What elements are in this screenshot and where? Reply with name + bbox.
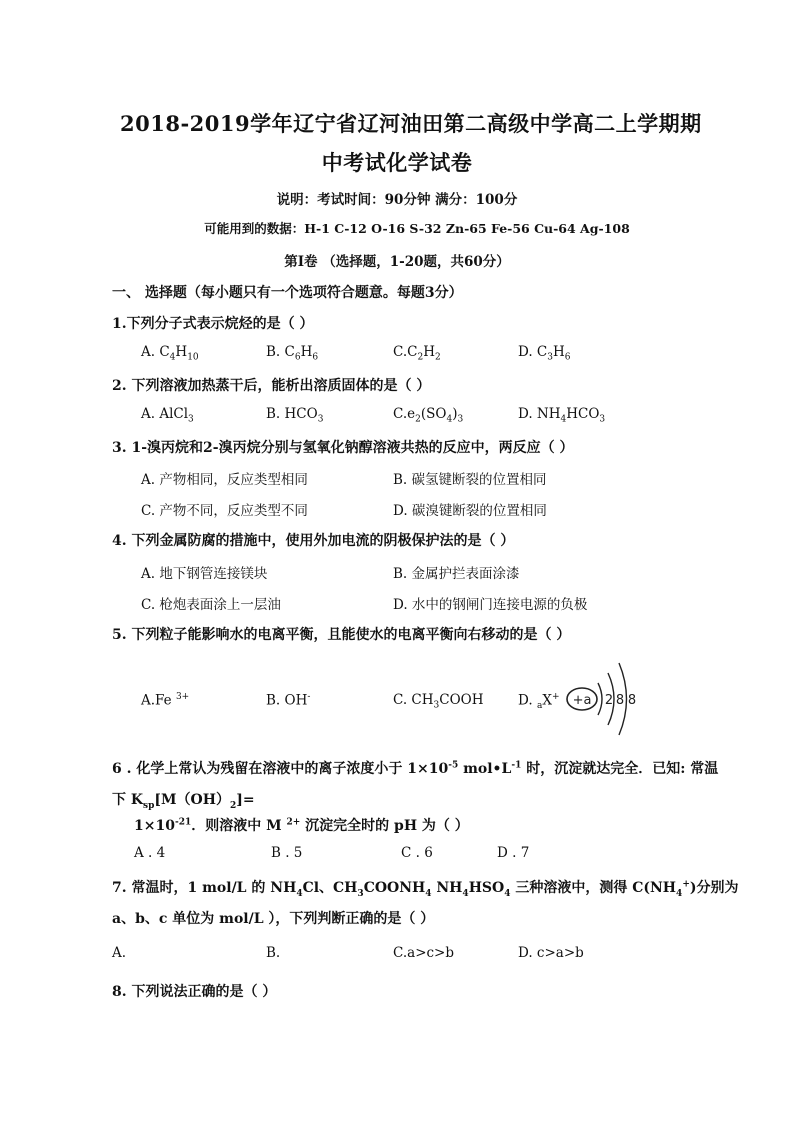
question-5-stem: 5. 下列粒子能影响水的电离平衡，且能使水的电离平衡向右移动的是（ ） [112,627,571,643]
atomic-masses: 可能用到的数据：H-1 C-12 O-16 S-32 Zn-65 Fe-56 Cu-64 Ag-108 [204,221,630,236]
section-heading: 第Ⅰ卷 （选择题，1-20题，共60分） [284,254,510,270]
part-heading: 一、 选择题（每小题只有一个选项符合题意。每题3分） [112,285,463,301]
question-2-option-c: $C.e_2(SO_4)_3$ [393,406,464,425]
shell-3-electrons: 8 [627,693,637,708]
question-5-option-d: D. $_a$X+ [518,692,560,712]
question-1-option-b: B. $C_6H_6$ [266,344,319,363]
question-3-option-c: C. 产物不同，反应类型不同 [141,503,308,519]
shell-1-electrons: 2 [604,693,614,708]
question-6-option-d: D . 7 [497,845,530,861]
question-1-stem: 1.下列分子式表示烷烃的是（ ） [112,316,314,332]
title-line-1: 2018-2019学年辽宁省辽河油田第二高级中学高二上学期期 [120,111,702,136]
question-6-line-1: 6 . 化学上常认为残留在溶液中的离子浓度小于 $1\times 10^{-5}$ $mol•L^{-1}$ 时，沉淀就达完全．已知: 常温 [112,760,719,777]
exam-note: 说明：考试时间：90分钟 满分：100分 [276,192,518,208]
question-8-stem: 8. 下列说法正确的是（ ） [112,984,277,1000]
question-7-option-a: A. [112,945,127,961]
question-4-stem: 4. 下列金属防腐的措施中，使用外加电流的阴极保护法的是（ ） [112,533,515,549]
question-4-option-d: D. 水中的钢闸门连接电源的负极 [393,597,588,613]
nucleus-charge: +a [572,693,592,708]
question-6-option-c: C . 6 [401,845,433,861]
question-1-option-c: $C.C_2H_2$ [393,344,441,363]
question-2-option-d: D. $NH_4HCO_3$ [518,406,606,425]
question-1-option-d: D. $C_3H_6$ [518,344,571,363]
question-2-option-a: A. AlCl$_3$ [141,406,194,425]
question-4-option-c: C. 枪炮表面涂上一层油 [141,597,281,613]
title-line-2: 中考试化学试卷 [321,150,473,175]
question-3-option-a: A. 产物相同，反应类型相同 [141,472,308,488]
electron-shell-1 [598,683,602,715]
question-6-option-a: A . 4 [134,845,166,861]
question-3-option-d: D. 碳溴键断裂的位置相同 [393,503,547,519]
shell-2-electrons: 8 [615,693,625,708]
question-3-option-b: B. 碳氢键断裂的位置相同 [393,472,547,488]
question-7-option-d: D. c>a>b [518,945,584,961]
question-7-line-1: 7. 常温时，1 mol/L 的 $NH_4Cl$、$CH_3COONH_4$ $NH_4HSO_4$ 三种溶液中，测得 $C(NH_4^+)$分别为 [112,879,739,899]
question-4-option-b: B. 金属护拦表面涂漆 [393,566,520,582]
question-5-option-c: C. $CH_3COOH$ [393,692,484,711]
question-6-line-3: $1\times 10^{-21}$．则溶液中 M $^{2+}$ 沉淀完全时的 pH 为（ ） [134,817,469,834]
question-2-option-b: B. $HCO_3$ [266,406,324,425]
question-6-option-b: B . 5 [271,845,303,861]
question-5-option-a: A.Fe $^{3+}$ [141,692,190,709]
question-5-option-b: B. OH- [266,692,311,709]
question-4-option-a: A. 地下钢管连接镁块 [141,566,268,582]
question-6-line-2: 下 $K_{sp}[M(OH)_2]=$ [112,792,255,811]
question-7-option-b: B. [266,945,281,961]
question-3-stem: 3. 1-溴丙烷和2-溴丙烷分别与氢氧化钠醇溶液共热的反应中，两反应（ ） [112,440,574,456]
question-1-option-a: A. $C_4H_{10}$ [141,344,199,363]
question-2-stem: 2. 下列溶液加热蒸干后，能析出溶质固体的是（ ） [112,378,431,394]
question-7-option-c: C.a>c>b [393,945,455,961]
question-7-line-2: a、b、c 单位为 mol/L ），下列判断正确的是（ ） [112,911,435,927]
atom-structure-diagram [562,655,652,745]
